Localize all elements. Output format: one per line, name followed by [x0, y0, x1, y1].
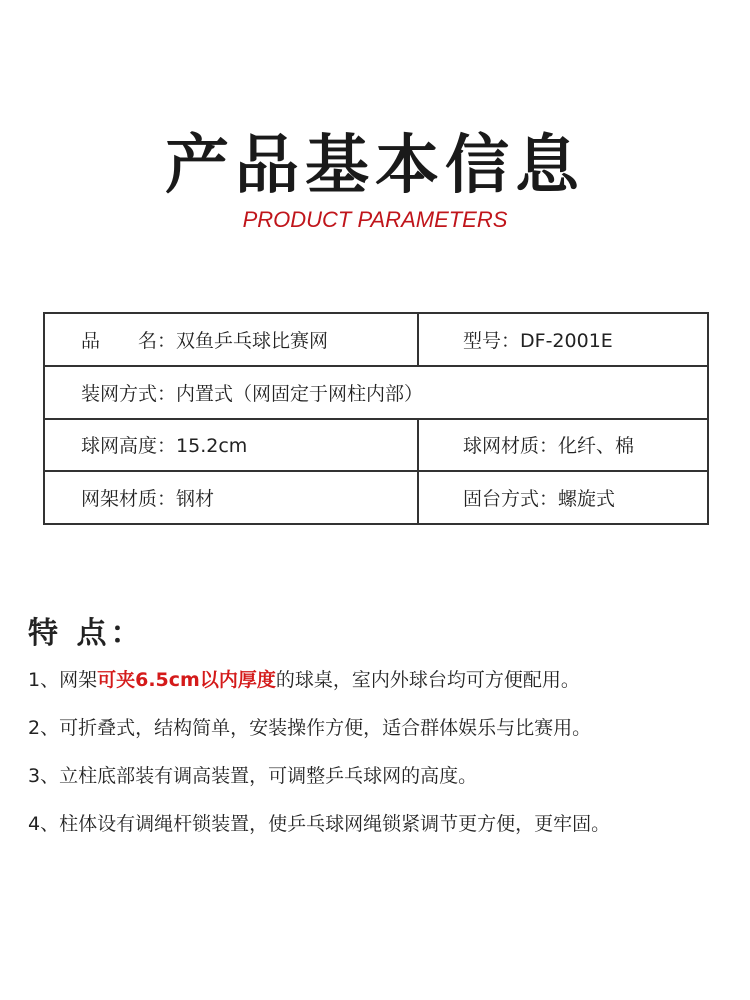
spec-row-height-material — [44, 419, 708, 472]
spec-row-frame-mount — [44, 471, 708, 524]
spec-label: 网架材质： — [81, 488, 177, 511]
spec-cell-mount — [418, 471, 708, 524]
spec-label: 球网高度： — [81, 435, 177, 458]
spec-label: 装网方式： — [81, 382, 177, 405]
feature-text: 的球桌，室内外球台均可方便配用。 — [275, 669, 580, 691]
spec-row-install — [44, 366, 708, 419]
spec-cell-model — [418, 313, 708, 366]
spec-label: 品 名： — [81, 329, 177, 352]
spec-label: 球网材质： — [463, 435, 559, 458]
feature-item-4: 4、柱体设有调绳杆锁装置，使乒乓球网绳锁紧调节更方便，更牢固。 — [28, 813, 611, 835]
spec-row-name-model — [44, 313, 708, 366]
spec-cell-frame — [44, 471, 418, 524]
spec-label: 固台方式： — [463, 488, 559, 511]
spec-value: 双鱼乒乓球比赛网 — [176, 329, 329, 352]
spec-value: 化纤、棉 — [558, 435, 635, 458]
spec-cell-name — [44, 313, 418, 366]
spec-value: 螺旋式 — [558, 488, 616, 511]
spec-cell-height — [44, 419, 418, 472]
spec-table — [43, 312, 709, 525]
feature-text: 1、网架 — [28, 669, 98, 691]
page-subtitle: PRODUCT PARAMETERS — [242, 207, 508, 232]
feature-item-3: 3、立柱底部装有调高装置，可调整乒乓球网的高度。 — [28, 765, 478, 787]
spec-value: 内置式（网固定于网柱内部） — [176, 382, 424, 405]
spec-cell-install — [44, 366, 708, 419]
feature-highlight: 可夹6.5cm以内厚度 — [97, 669, 276, 691]
features-title: 特 点： — [28, 616, 145, 651]
spec-value: 15.2cm — [176, 435, 248, 458]
spec-label: 型号： — [463, 329, 521, 352]
feature-item-1 — [28, 665, 580, 695]
spec-cell-material — [418, 419, 708, 472]
page-title: 产品基本信息 — [165, 129, 585, 203]
spec-value: DF-2001E — [520, 329, 613, 352]
spec-value: 钢材 — [176, 488, 215, 511]
feature-item-2: 2、可折叠式，结构简单，安装操作方便，适合群体娱乐与比赛用。 — [28, 717, 592, 739]
